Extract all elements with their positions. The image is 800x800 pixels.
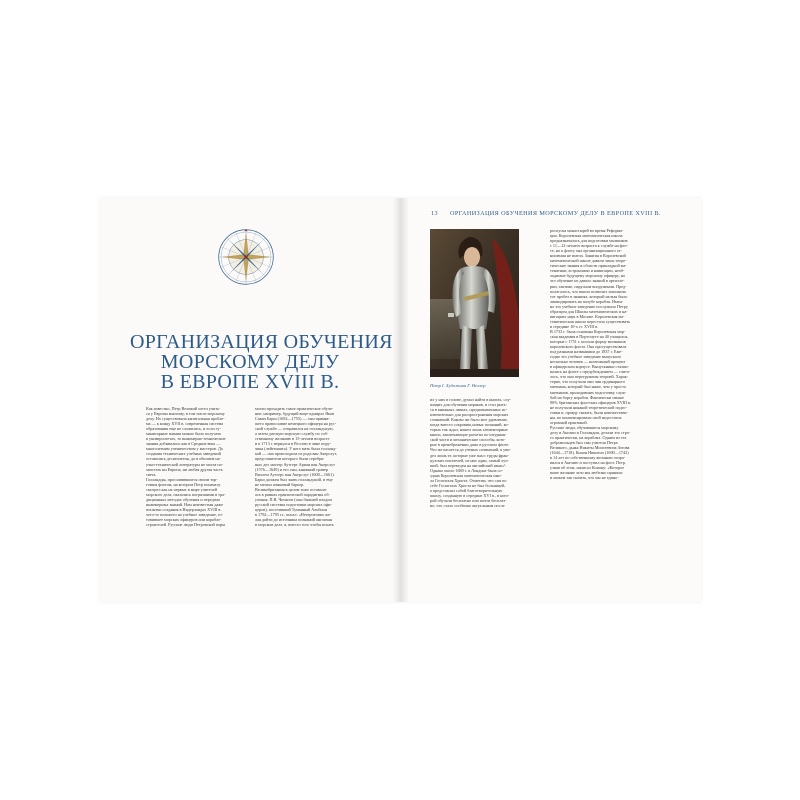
text-line: ны, во компенсировали свой недостаток [550,414,622,420]
chapter-title-line: В ЕВРОПЕ XVIII В. [160,371,340,393]
text-line: ключительно для распространения морских [430,412,509,418]
text-line: манитарные знания можно было получать [146,431,222,437]
text-line: многолетним ученичеством у мастеров. До [146,446,223,452]
text-line: в 14 лет по собственному желанию отпра- [550,455,626,461]
text-line: узнав об этом, написал Конону: «Которое [550,465,625,471]
text-line: света. [146,471,157,477]
right-column-1 [430,397,538,508]
text-line: рой обучали бесплатно или почти бесплат- [430,497,507,503]
text-line: смотрел как на первых в мире учителей [146,486,217,492]
left-column-2 [255,406,351,527]
text-line: диционных методах обучения и передачи [146,496,220,502]
text-line: в университетах, то инженерно-технические [146,436,226,442]
portrait-caption: Петр I. Художник Г. Неллер [430,383,486,388]
text-line: Савич Барш (1692—1755) — сын приняв- [255,416,330,422]
text-line: это обучение не давало знаний в артилле- [550,278,625,284]
text-line: тематическая школа перестала существовать [550,318,630,324]
text-line: книги, заключающие расчеты по штурман- [430,432,507,438]
text-line: (1644—1718). Конон Никитич (1690—1742) [550,450,629,456]
text-line: в 1792—1795 гг., писал: «Нетерпеливо же- [255,511,332,517]
text-line: ась в рамках практической парадигмы об- [255,491,330,497]
text-line: ся в книжных лавках, предназначенных ис- [430,407,508,413]
text-line: здана Королевская математическая шко- [430,472,502,478]
text-line: Великобритания в целом тоже оставала- [255,486,327,492]
text-line: ношения не имела. Занятия в Королевской [550,253,626,259]
text-line: Виллем Аутгерс ван Акерслут (1600—1661). [255,471,335,477]
text-line: го практически, на кораблях. Одним из тех [550,434,627,440]
text-line: Барш должен был знать голландский, и ему [255,476,333,482]
text-line: когда вместо сокровищ новых познаний, ко- [430,422,509,428]
text-line: предназначалась для подготовки мальчиков [550,238,628,244]
text-line: оставались десятилетия, да и обилием на- [146,456,221,462]
text-line: говым флотом, на котором Петр поначалу [146,481,221,487]
text-line: Что же касается до ученых сочинений, я уви- [430,447,511,453]
text-line: и можем так сказать, что мы не едино- [550,475,619,481]
text-line: торых так ждал, нашел лишь элементарные [430,427,508,433]
text-line: Русские люди, обучавшиеся морскому [550,424,619,430]
text-line: могли проходить такое практическое обуче- [255,406,334,411]
text-line: вались на флоте с предубеждением — счита- [550,369,631,375]
text-line: 90% британских флотских офицеров XVIII в. [550,399,631,405]
text-line: с 11—12-летнего возраста к службе на фло- [550,243,628,249]
text-line: (1576—1649) и его сын, книжный гравер [255,466,329,472]
text-line: образования еще не сложилась, и если гу- [146,426,221,432]
text-line: себе Госпиталь Христа не был больницей, [430,482,506,488]
page-number: 13 [431,210,438,217]
text-line: ся у Европы многому, в том числе морскому [146,411,225,417]
text-line: под разными названиями до 1837 г. Еже- [550,349,623,355]
text-line: цузских писателей, из них один, самый луч- [430,457,509,463]
portrait-image [430,229,519,377]
text-line: попытки создания в Нидерландах XVIII в. [146,506,222,512]
text-line: чего-то похожего на учебное заведение, го- [146,511,224,517]
text-line: тот пробел в знаниях, который нельзя было [550,293,628,299]
text-line: бой на борту корабля. Фактически свыше [550,394,625,400]
text-line: инженерных знаний. Нам неизвестны даже [146,501,224,507]
compass-rose-icon [217,228,275,286]
text-line: образцом для Школы математических и на- [550,308,628,314]
text-line: лая дойти до источника познаний англичан [255,517,333,523]
text-line: церов), посетивший Туманный Альбион [255,506,327,512]
text-line: полагалось, что школа позволит заполнить [550,288,627,294]
text-line: не получали никакой теоретической подго- [550,404,627,410]
text-line: и в 1713 г. вернулся в Россию в чине пору- [255,441,332,447]
left-page [100,198,401,602]
text-line: русской системы подготовки морских офи- [255,501,332,507]
text-line: в середине 10-х гг. XVIII в. [550,323,599,329]
text-line: учения. П.В. Чичагов (сын бывшей плодом [255,496,332,502]
text-line: вился в Англию и поступил на флот. Петр, [550,460,626,466]
text-line: мичманов, проходивших подготовку служ- [550,389,627,395]
text-line: математической школе давали лишь теоре- [550,258,627,264]
text-line: Как известно, Петр Великий хотел учить- [146,406,221,411]
text-line: ваше желание зело мы любезно приняли [550,470,623,476]
text-line: вигацких наук в Москве. Королевская ма- [550,313,625,319]
running-header [431,210,691,217]
text-line: делу в Англии и Голландии, делали это стро- [550,429,631,435]
text-line: товившее морских офицеров или корабле- [146,517,222,523]
text-line: ных дел мастер Аутгерт Ариан ван Акерслут [255,461,336,467]
running-header-title: ОРГАНИЗАЦИЯ ОБУЧЕНИЯ МОРСКОМУ ДЕЛУ В ЕВРОПЕ XVIII В. [449,210,661,217]
text-line: а затем датскую морскую службу по соб- [255,431,329,437]
text-line: создания технических учебных заведений [146,451,221,457]
text-line: строителей. Русские люди Петровской поры [146,522,226,528]
text-line: рии, тактике, парусном вооружении. Пред- [550,283,627,289]
text-line: кой — она происходила из рода ван Акерслут, [255,451,338,457]
text-line: морского дела, оказались погрязшими в тра- [146,491,226,497]
text-line: ходимые будущему морскому офицеру, но [550,273,626,279]
text-line: несколько человек — ничтожный процент [550,359,626,365]
text-line: терно, что получали они чин ординарного [550,379,626,385]
left-column-1 [146,406,242,527]
text-line: а представлял собой благотворительную [430,487,503,493]
book-spread [100,198,701,602]
text-line: ственному желанию в 15-летнем возрасте [255,436,330,442]
text-line: ской части и механические способы, кото- [430,437,506,443]
right-column-2 [550,228,658,480]
text-line: делу. Но существовала капитальная пробле- [146,416,225,422]
text-line: ние, например, будущий вице-адмирал Яков [255,411,334,417]
text-line: чика (лейтенанта). У него мать была голланд- [255,446,337,452]
text-line: хвастать ни Европа, ни любая другая часть [146,466,223,472]
text-line: мичмана, который был ниже, чем у просто [550,384,627,390]
text-line: школу, созданную в середине XVI в., в кото- [430,492,510,498]
text-line: шего православие немецкого офицера на рус- [255,421,337,427]
text-line: те, но к флоту она организационного от- [550,248,623,254]
text-line: но это учебное заведение послужило Петру [550,303,628,309]
text-line: жащих для обучения моряков, и стал рыть- [430,402,507,408]
right-page [401,198,701,602]
text-line: королевского флота. Она просуществовала [550,344,627,350]
text-line: дел лишь те, которые уже знал: труды фран- [430,452,509,458]
text-line: тические знания в области прикладной ма- [550,263,627,269]
text-line: Великого, дьяка Никиты Моисеевича Зотова [550,445,630,451]
chapter-title-line: МОРСКОМУ ДЕЛУ [160,351,340,373]
text-line: рые в пренебрежении даже в русском флоте. [430,442,510,448]
text-line: представители которого были серебря- [255,456,325,462]
text-line: товки и, правду сказать, были невежествен- [550,409,628,415]
chapter-title [130,331,393,393]
text-line: В 1733 г. была основана Королевская мор- [550,328,626,334]
text-line: тематики, астрономии и навигации, необ- [550,268,625,274]
text-line: учно-технической литературы не могла по- [146,461,224,467]
text-line: ликвидировать на палубе корабля. Имен- [550,298,624,304]
text-line: не мешал языковый барьер. [255,481,305,487]
text-line: их у них в голове, думал найти в книгах, слу- [430,397,511,402]
text-line: Голландцы, прославившиеся своим тор- [146,476,218,482]
text-line: лось, что они перегружены теорией. Харак- [550,374,629,380]
text-line: ская академия в Портсмуте на 40 учащихся, [550,333,629,339]
text-line: ской службе — отправился на голландскую, [255,426,334,432]
text-line: но, что стало особенно актуальным после [430,502,505,508]
text-line: знания добывались как в Средние века — [146,441,221,447]
text-line: Однако около 1680 г. в Лондоне была со- [430,467,503,473]
text-line: годно это учебное заведение выпускало [550,354,621,360]
text-line: ший, был переведен на английский язык»¹. [430,462,507,468]
text-line: добровольцев был сын учителя Петра [550,439,618,445]
text-line: огромной практикой. [550,419,588,425]
text-line: ма — к концу XVII в. современная система [146,421,224,427]
text-line: в морском деле, я, вместо того чтобы искать [255,522,334,528]
chapter-title-line: ОРГАНИЗАЦИЯ ОБУЧЕНИЯ [130,331,393,353]
text-line: в офицерском корпусе. Выпускники сталки- [550,364,629,370]
text-line: которые с 1751 г. носили форму мичманов [550,339,626,345]
text-line: сочинений. Каково же было мое удивление, [430,417,508,423]
text-line: ции. Королевская математическая школа [550,233,623,239]
text-line: роспуска монастырей во время Реформа- [550,228,624,233]
text-line: ла Госпиталя Христа. Отметим, что сам по [430,477,507,483]
